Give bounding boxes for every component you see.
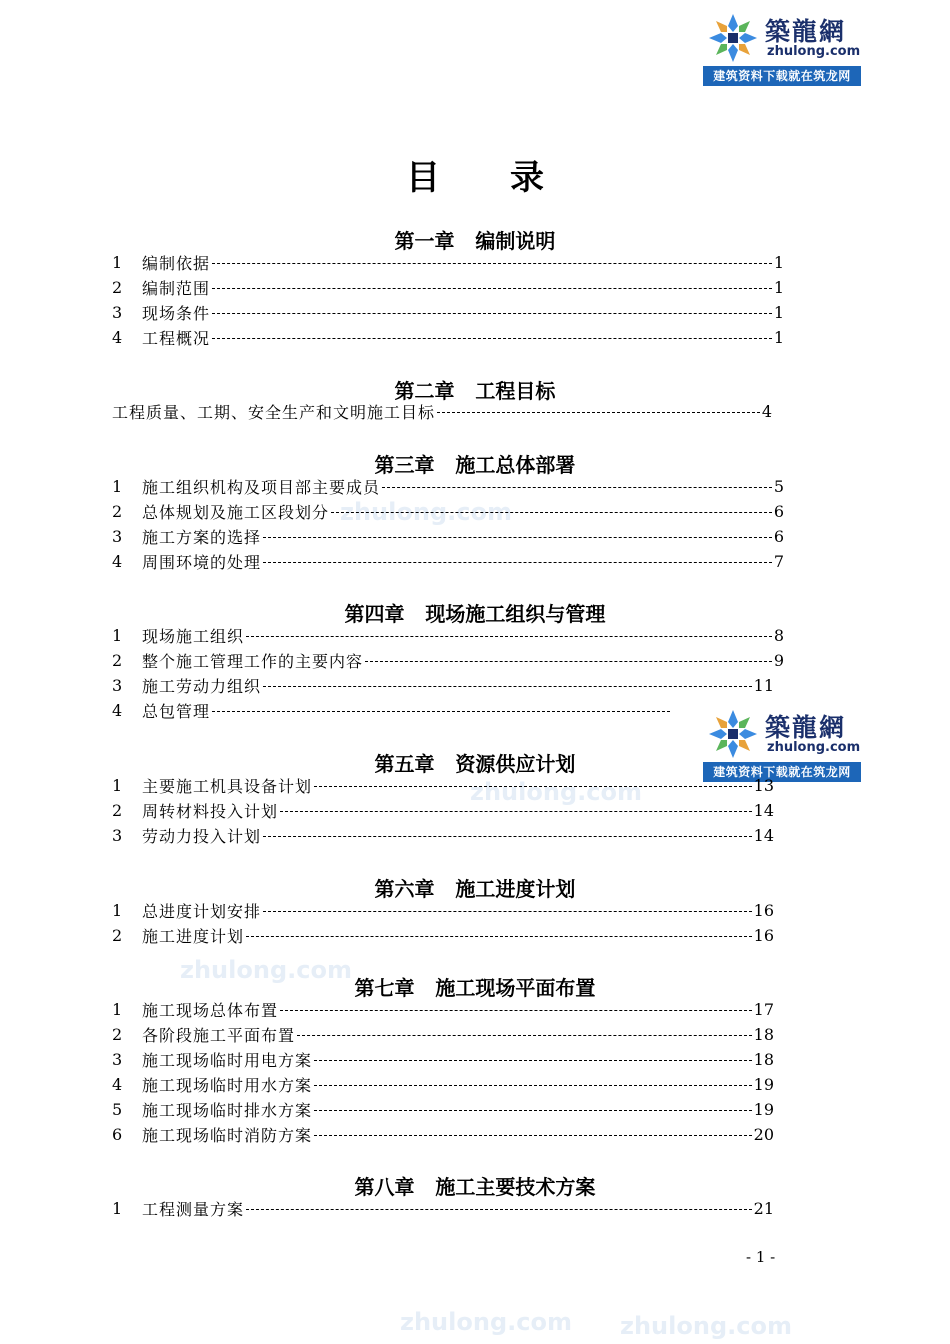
toc-entry[interactable] [112,799,774,821]
entry-title: 施工组织机构及项目部主要成员 [142,477,381,497]
dash-leader [212,288,772,289]
entry-title: 总包管理 [142,701,211,721]
entry-number: 2 [112,277,123,297]
entry-title: 施工进度计划 [142,926,245,946]
entry-page: 16 [753,925,774,945]
entry-page: 6 [773,501,784,521]
entry-title: 主要施工机具设备计划 [142,776,313,796]
entry-number: 4 [112,327,123,347]
dash-leader [331,512,772,513]
dash-leader [263,911,752,912]
entry-title: 工程测量方案 [142,1199,245,1219]
snowflake-logo-icon [707,12,759,64]
dash-leader [246,636,772,637]
entry-title: 现场施工组织 [142,626,245,646]
entry-number: 2 [112,800,123,820]
entry-number: 2 [112,501,123,521]
entry-page: 19 [753,1099,774,1119]
entry-number: 3 [112,526,123,546]
entry-title: 施工方案的选择 [142,527,262,547]
entry-number: 1 [112,775,123,795]
entry-title: 编制依据 [142,253,211,273]
entry-title: 总进度计划安排 [142,901,262,921]
entry-title: 编制范围 [142,278,211,298]
logo-slogan: 建筑资料下载就在筑龙网 [703,762,861,782]
entry-number: 2 [112,650,123,670]
dash-leader [297,1035,752,1036]
entry-number: 1 [112,1198,123,1218]
entry-page: 19 [753,1074,774,1094]
entry-page: 1 [773,327,784,347]
entry-number: 1 [112,252,123,272]
chapter-heading: 第六章 施工进度计划 [374,877,576,901]
entry-page: 14 [753,825,774,845]
toc-entry[interactable] [112,924,774,946]
dash-leader [314,786,752,787]
chapter-heading: 第一章 编制说明 [394,229,556,253]
zhulong-logo [703,6,861,86]
entry-title: 工程质量、工期、安全生产和文明施工目标 [112,402,436,422]
dash-leader [263,562,772,563]
chapter-heading: 第七章 施工现场平面布置 [354,976,596,1000]
entry-number: 3 [112,825,123,845]
dash-leader [437,412,760,413]
dash-leader [246,936,752,937]
toc-entry[interactable] [112,1073,774,1095]
entry-title: 施工现场临时用水方案 [142,1075,313,1095]
entry-number: 1 [112,625,123,645]
entry-number: 3 [112,675,123,695]
toc-entry[interactable] [112,699,692,721]
entry-number: 1 [112,999,123,1019]
entry-page: 16 [753,900,774,920]
entry-page: 1 [773,252,784,272]
toc-entry[interactable] [112,400,772,422]
entry-title: 施工现场总体布置 [142,1000,279,1020]
toc-entry[interactable] [112,624,784,646]
entry-title: 施工现场临时用电方案 [142,1050,313,1070]
watermark: zhulong.com [620,1312,792,1340]
watermark: zhulong.com [470,778,642,806]
entry-page: 14 [753,800,774,820]
watermark: zhulong.com [180,956,352,984]
toc-entry[interactable] [112,1048,774,1070]
toc-entry[interactable] [112,824,774,846]
toc-entry[interactable] [112,500,784,522]
dash-leader [280,811,752,812]
entry-page: 4 [761,401,772,421]
toc-entry[interactable] [112,326,784,348]
dash-leader [314,1135,752,1136]
entry-title: 施工劳动力组织 [142,676,262,696]
logo-domain: zhulong.com [767,740,861,755]
entry-title: 周围环境的处理 [142,552,262,572]
toc-entry[interactable] [112,1197,774,1219]
entry-title: 施工现场临时消防方案 [142,1125,313,1145]
watermark: zhulong.com [400,1308,572,1336]
toc-entry[interactable] [112,276,784,298]
toc-entry[interactable] [112,1098,774,1120]
logo-domain: zhulong.com [767,44,861,59]
entry-number: 4 [112,1074,123,1094]
entry-number: 4 [112,700,123,720]
dash-leader [212,711,670,712]
entry-number: 2 [112,925,123,945]
dash-leader [212,263,772,264]
toc-entry[interactable] [112,998,774,1020]
entry-title: 现场条件 [142,303,211,323]
entry-number: 1 [112,476,123,496]
dash-leader [280,1010,752,1011]
dash-leader [314,1085,752,1086]
entry-page: 13 [753,775,774,795]
toc-entry[interactable] [112,899,774,921]
entry-title: 工程概况 [142,328,211,348]
toc-entry[interactable] [112,475,784,497]
watermark: zhulong.com [340,498,512,526]
dash-leader [263,686,752,687]
entry-number: 5 [112,1099,123,1119]
entry-page: 9 [773,650,784,670]
dash-leader [263,836,752,837]
dash-leader [382,487,772,488]
toc-entry[interactable] [112,649,784,671]
entry-number: 3 [112,302,123,322]
entry-page: 18 [753,1049,774,1069]
entry-number: 6 [112,1124,123,1144]
chapter-heading: 第五章 资源供应计划 [374,752,576,776]
logo-name: 築龍網 [765,17,847,46]
toc-entry[interactable] [112,1023,774,1045]
dash-leader [365,661,772,662]
toc-entry[interactable] [112,525,784,547]
entry-page: 17 [753,999,774,1019]
entry-page: 20 [753,1124,774,1144]
entry-title: 周转材料投入计划 [142,801,279,821]
entry-page: 6 [773,526,784,546]
toc-entry[interactable] [112,550,784,572]
entry-page: 1 [773,277,784,297]
dash-leader [263,537,772,538]
entry-title: 施工现场临时排水方案 [142,1100,313,1120]
entry-title: 劳动力投入计划 [142,826,262,846]
logo-name: 築龍網 [765,713,847,742]
entry-page: 5 [773,476,784,496]
dash-leader [212,313,772,314]
entry-page: 1 [773,302,784,322]
dash-leader [212,338,772,339]
entry-page: 11 [753,675,774,695]
entry-title: 总体规划及施工区段划分 [142,502,330,522]
toc-entry[interactable] [112,1123,774,1145]
entry-number: 1 [112,900,123,920]
entry-page: 18 [753,1024,774,1044]
dash-leader [314,1110,752,1111]
entry-title: 各阶段施工平面布置 [142,1025,296,1045]
toc-entry[interactable] [112,674,774,696]
page-title: 目录 [406,158,614,198]
entry-title: 整个施工管理工作的主要内容 [142,651,364,671]
chapter-heading: 第二章 工程目标 [394,379,556,403]
page-number: - 1 - [746,1248,776,1266]
entry-number: 4 [112,551,123,571]
chapter-heading: 第三章 施工总体部署 [374,453,576,477]
dash-leader [246,1209,752,1210]
entry-page: 21 [753,1198,774,1218]
entry-number: 3 [112,1049,123,1069]
entry-number: 2 [112,1024,123,1044]
toc-entry[interactable] [112,301,784,323]
entry-page: 7 [773,551,784,571]
toc-entry[interactable] [112,774,774,796]
logo-slogan: 建筑资料下载就在筑龙网 [703,66,861,86]
entry-page: 8 [773,625,784,645]
dash-leader [314,1060,752,1061]
chapter-heading: 第四章 现场施工组织与管理 [344,602,606,626]
chapter-heading: 第八章 施工主要技术方案 [354,1175,596,1199]
toc-entry[interactable] [112,251,784,273]
